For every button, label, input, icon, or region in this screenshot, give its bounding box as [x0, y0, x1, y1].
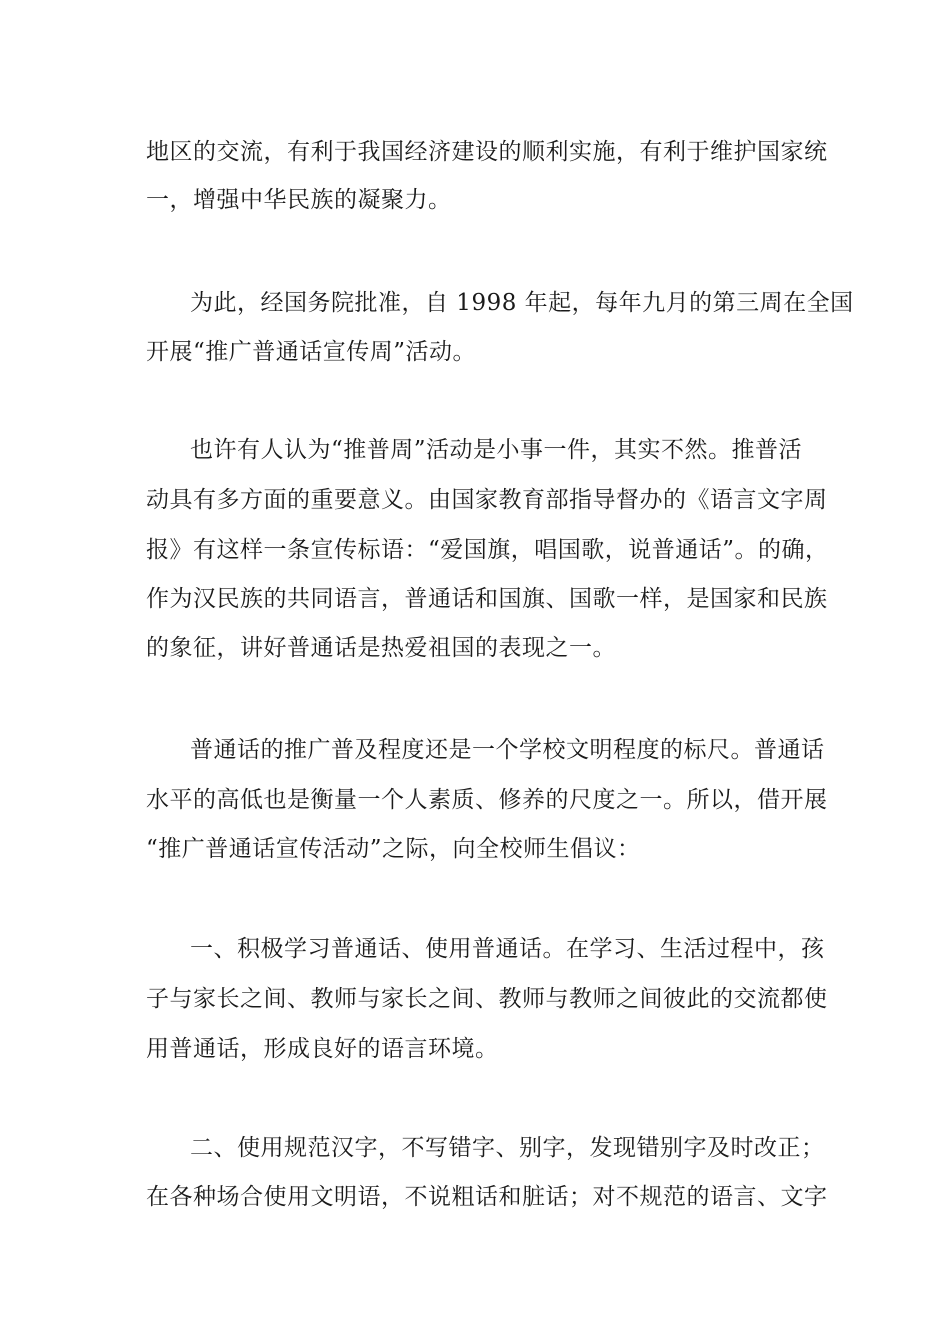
- text-line: 一，增强中华民族的凝聚力。: [146, 187, 452, 213]
- text-line: 开展“推广普通话宣传周”活动。: [146, 339, 477, 365]
- text-line: “推广普通话宣传活动”之际，向全校师生倡议：: [146, 836, 641, 862]
- text-line: 一、积极学习普通话、使用普通话。在学习、生活过程中，孩: [190, 936, 825, 962]
- text-line: 为此，经国务院批准，自 1998 年起，每年九月的第三周在全国: [190, 290, 854, 316]
- text-line: 作为汉民族的共同语言，普通话和国旗、国歌一样，是国家和民族: [146, 586, 828, 612]
- text-line: 也许有人认为“推普周”活动是小事一件，其实不然。推普活: [190, 437, 803, 463]
- text-line: 报》有这样一条宣传标语：“爱国旗，唱国歌，说普通话”。的确，: [146, 537, 829, 563]
- text-line: 普通话的推广普及程度还是一个学校文明程度的标尺。普通话: [190, 737, 825, 763]
- text-line: 用普通话，形成良好的语言环境。: [146, 1036, 499, 1062]
- text-line: 水平的高低也是衡量一个人素质、修养的尺度之一。所以，借开展: [146, 787, 828, 813]
- text-line: 动具有多方面的重要意义。由国家教育部指导督办的《语言文字周: [146, 487, 828, 513]
- text-line: 的象征，讲好普通话是热爱祖国的表现之一。: [146, 635, 616, 661]
- text-line: 地区的交流，有利于我国经济建设的顺利实施，有利于维护国家统: [146, 139, 828, 165]
- text-line: 在各种场合使用文明语，不说粗话和脏话；对不规范的语言、文字: [146, 1184, 828, 1210]
- text-line: 二、使用规范汉字，不写错字、别字，发现错别字及时改正；: [190, 1135, 825, 1161]
- text-line: 子与家长之间、教师与家长之间、教师与教师之间彼此的交流都使: [146, 986, 828, 1012]
